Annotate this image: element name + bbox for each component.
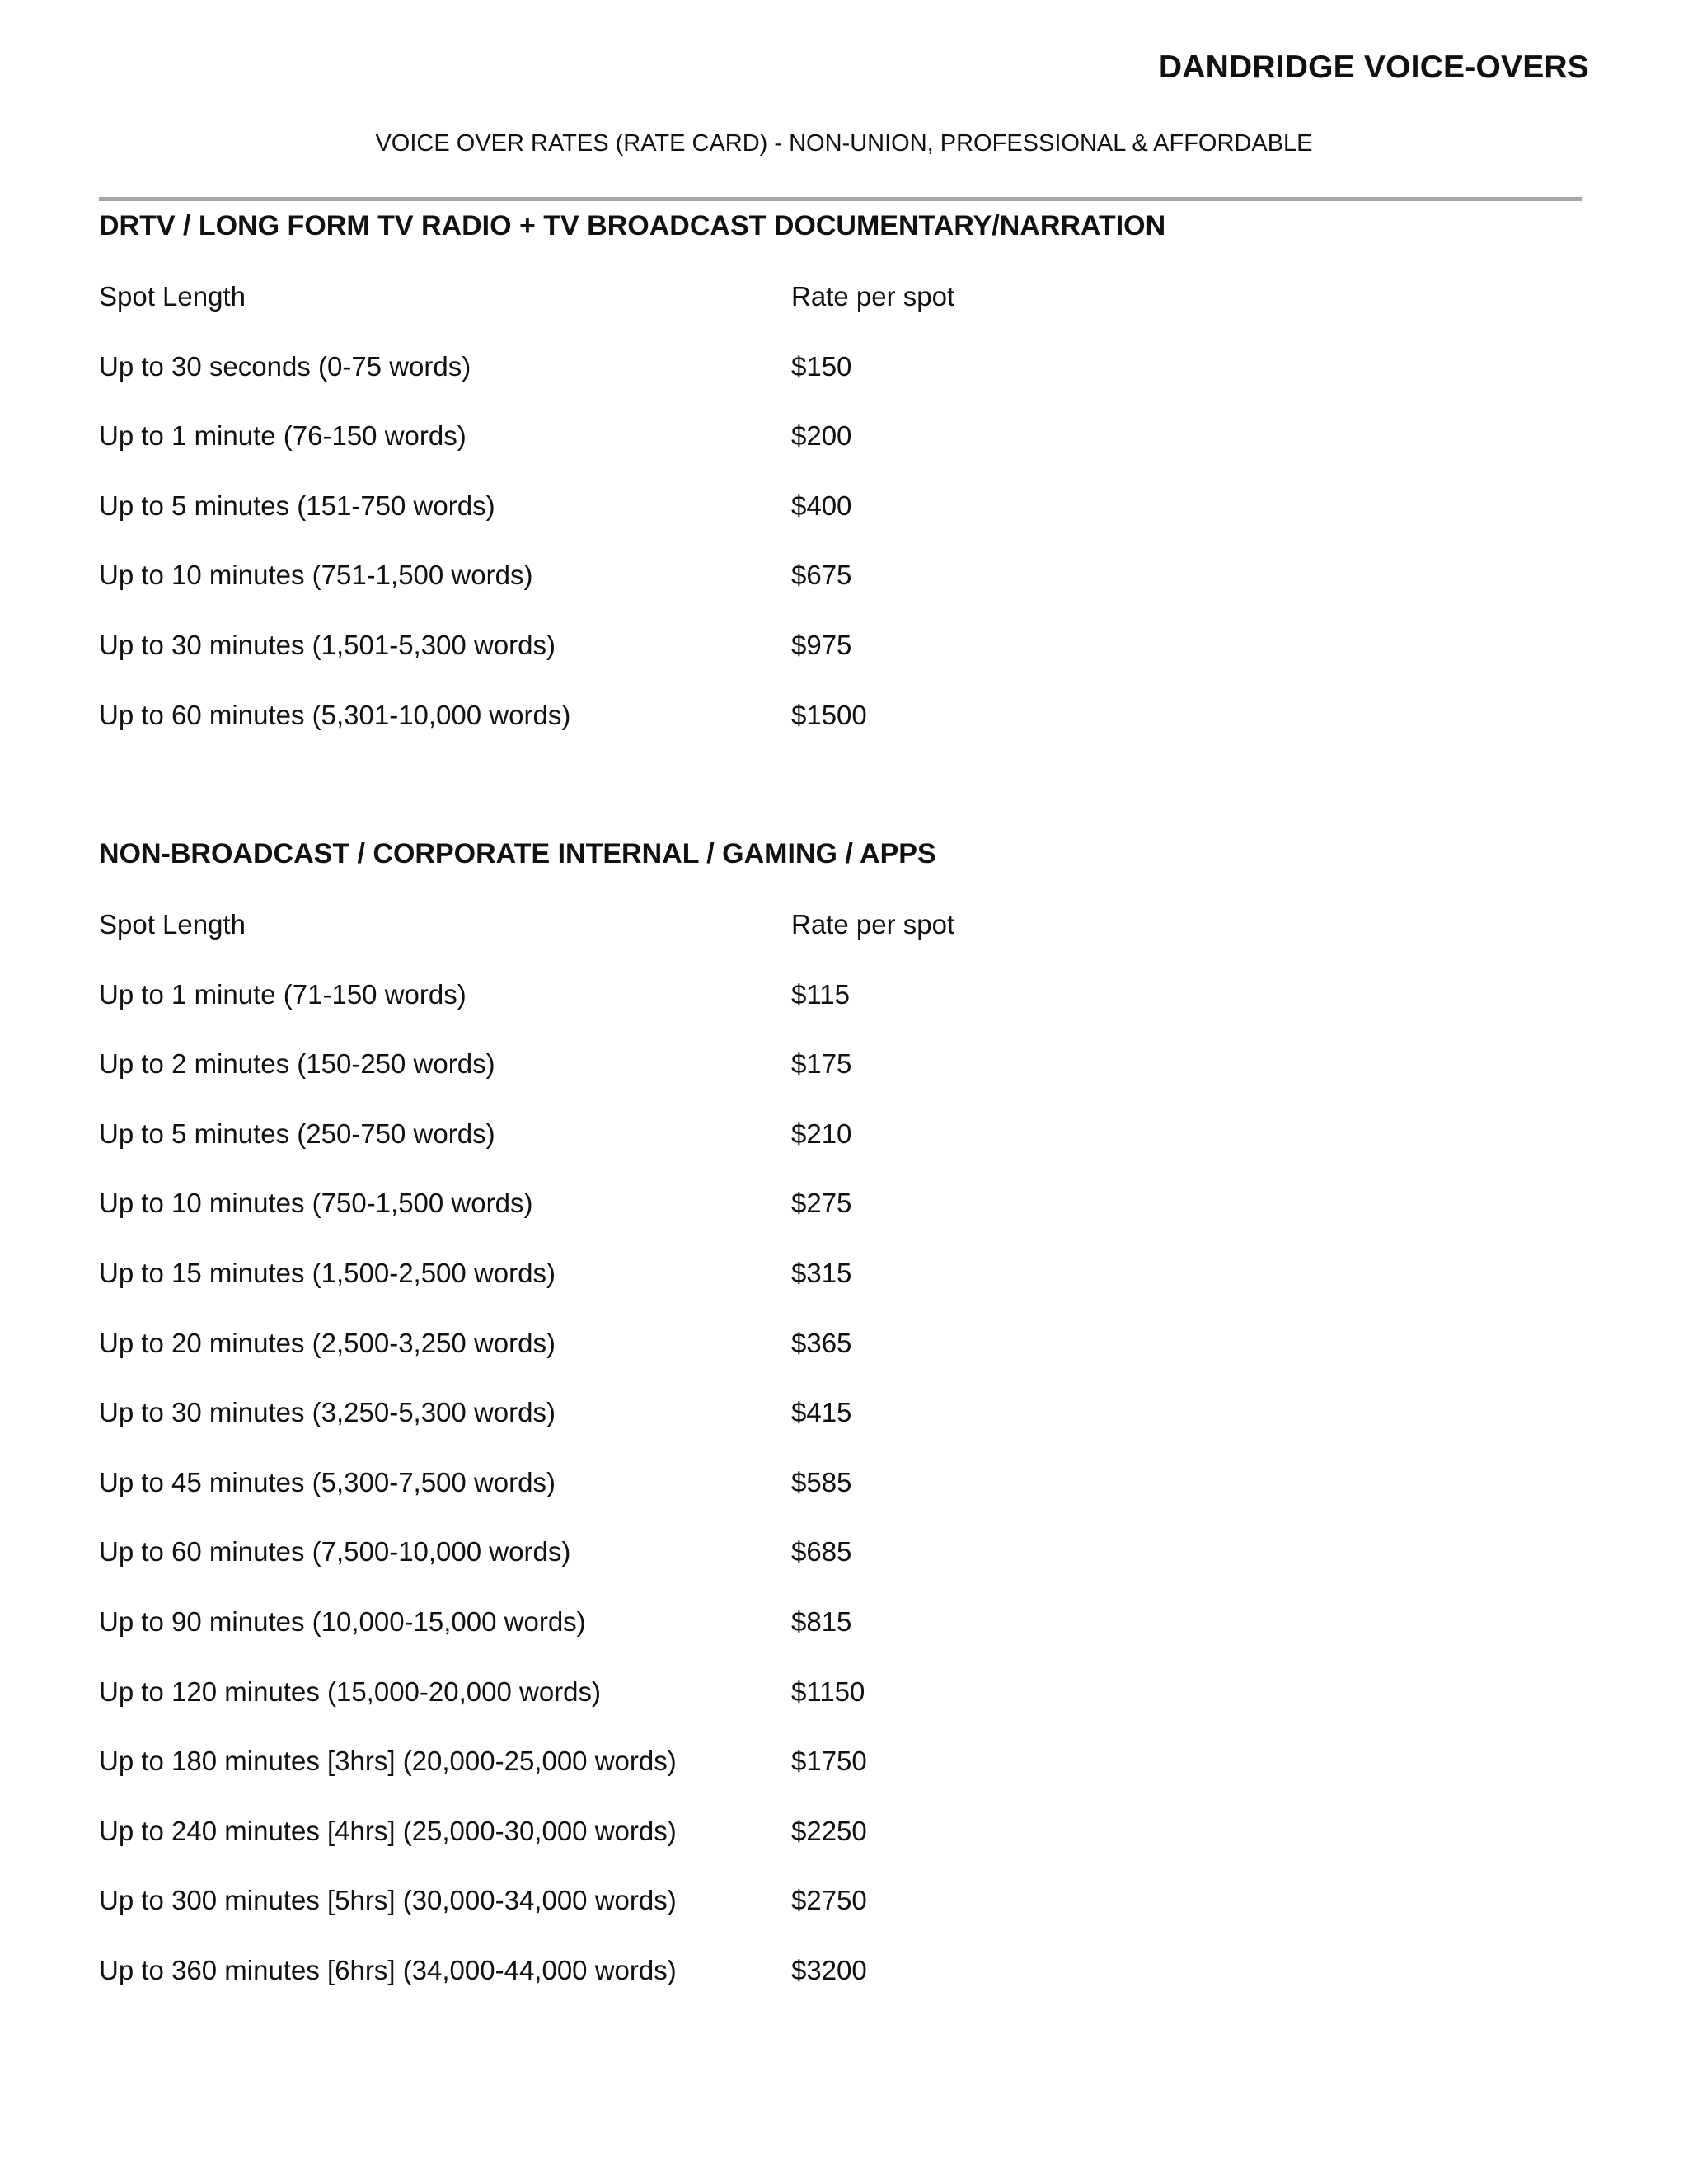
spot-length: Up to 5 minutes (151-750 words): [99, 490, 495, 521]
spot-length: Up to 20 minutes (2,500-3,250 words): [99, 1327, 556, 1358]
spot-rate: $3200: [791, 1954, 867, 1985]
spot-rate: $275: [791, 1188, 852, 1219]
spot-rate: $415: [791, 1397, 852, 1428]
section-title-non-broadcast: NON-BROADCAST / CORPORATE INTERNAL / GAMING / APPS: [99, 838, 936, 869]
spot-length: Up to 5 minutes (250-750 words): [99, 1118, 495, 1149]
table-row: [99, 699, 1582, 769]
spot-rate: $2750: [791, 1885, 867, 1916]
spot-length: Up to 240 minutes [4hrs] (25,000-30,000 words): [99, 1815, 677, 1846]
spot-rate: $365: [791, 1327, 852, 1358]
column-header-rate: Rate per spot: [791, 909, 955, 940]
spot-length: Up to 30 minutes (1,501-5,300 words): [99, 629, 556, 660]
table-row: [99, 1396, 1582, 1466]
spot-rate: $175: [791, 1048, 852, 1080]
table-row: [99, 629, 1582, 699]
table-row: [99, 1605, 1582, 1675]
spot-rate: $975: [791, 629, 852, 660]
table-row: [99, 1535, 1582, 1605]
table-row: [99, 1187, 1582, 1257]
spot-length: Up to 2 minutes (150-250 words): [99, 1048, 495, 1080]
table-row: [99, 490, 1582, 560]
rate-table-non-broadcast: [99, 908, 1582, 2024]
table-header-row: [99, 908, 1582, 978]
spot-rate: $210: [791, 1118, 852, 1149]
table-row: [99, 350, 1582, 420]
rate-table-broadcast: [99, 280, 1582, 768]
spot-length: Up to 1 minute (76-150 words): [99, 420, 467, 452]
spot-length: Up to 360 minutes [6hrs] (34,000-44,000 words): [99, 1954, 677, 1985]
spot-rate: $685: [791, 1536, 852, 1568]
spot-rate: $315: [791, 1257, 852, 1288]
spot-rate: $1750: [791, 1746, 867, 1777]
spot-length: Up to 30 minutes (3,250-5,300 words): [99, 1397, 556, 1428]
table-row: [99, 1257, 1582, 1327]
spot-length: Up to 60 minutes (5,301-10,000 words): [99, 699, 571, 730]
header-divider: [99, 197, 1582, 201]
spot-length: Up to 10 minutes (751-1,500 words): [99, 560, 533, 591]
spot-rate: $1500: [791, 699, 867, 730]
spot-length: Up to 180 minutes [3hrs] (20,000-25,000 words): [99, 1746, 677, 1777]
spot-length: Up to 60 minutes (7,500-10,000 words): [99, 1536, 571, 1568]
table-row: [99, 1745, 1582, 1815]
spot-length: Up to 300 minutes [5hrs] (30,000-34,000 words): [99, 1885, 677, 1916]
spot-length: Up to 1 minute (71-150 words): [99, 978, 467, 1010]
column-header-spot-length: Spot Length: [99, 281, 246, 312]
spot-rate: $815: [791, 1605, 852, 1637]
column-header-spot-length: Spot Length: [99, 909, 246, 940]
table-row: [99, 1047, 1582, 1118]
company-name: DANDRIDGE VOICE-OVERS: [1158, 49, 1589, 85]
section-title-broadcast: DRTV / LONG FORM TV RADIO + TV BROADCAST DOCUMENTARY/NARRATION: [99, 210, 1166, 241]
spot-rate: $1150: [791, 1675, 865, 1707]
table-row: [99, 1884, 1582, 1954]
rate-card-subtitle: VOICE OVER RATES (RATE CARD) - NON-UNION, PROFESSIONAL & AFFORDABLE: [375, 130, 1313, 157]
spot-rate: $2250: [791, 1815, 867, 1846]
spot-rate: $200: [791, 420, 852, 452]
spot-rate: $400: [791, 490, 852, 521]
spot-length: Up to 10 minutes (750-1,500 words): [99, 1188, 533, 1219]
spot-length: Up to 90 minutes (10,000-15,000 words): [99, 1605, 586, 1637]
spot-rate: $585: [791, 1466, 852, 1497]
table-row: [99, 419, 1582, 490]
table-row: [99, 1466, 1582, 1536]
table-row: [99, 1118, 1582, 1188]
table-row: [99, 978, 1582, 1048]
spot-length: Up to 15 minutes (1,500-2,500 words): [99, 1257, 556, 1288]
spot-length: Up to 120 minutes (15,000-20,000 words): [99, 1675, 602, 1707]
spot-length: Up to 30 seconds (0-75 words): [99, 350, 471, 382]
spot-rate: $150: [791, 350, 852, 382]
table-row: [99, 1815, 1582, 1885]
table-row: [99, 1675, 1582, 1746]
spot-length: Up to 45 minutes (5,300-7,500 words): [99, 1466, 556, 1497]
table-header-row: [99, 280, 1582, 350]
column-header-rate: Rate per spot: [791, 281, 955, 312]
spot-rate: $115: [791, 978, 850, 1010]
spot-rate: $675: [791, 560, 852, 591]
table-row: [99, 1954, 1582, 2024]
table-row: [99, 1327, 1582, 1397]
table-row: [99, 559, 1582, 629]
